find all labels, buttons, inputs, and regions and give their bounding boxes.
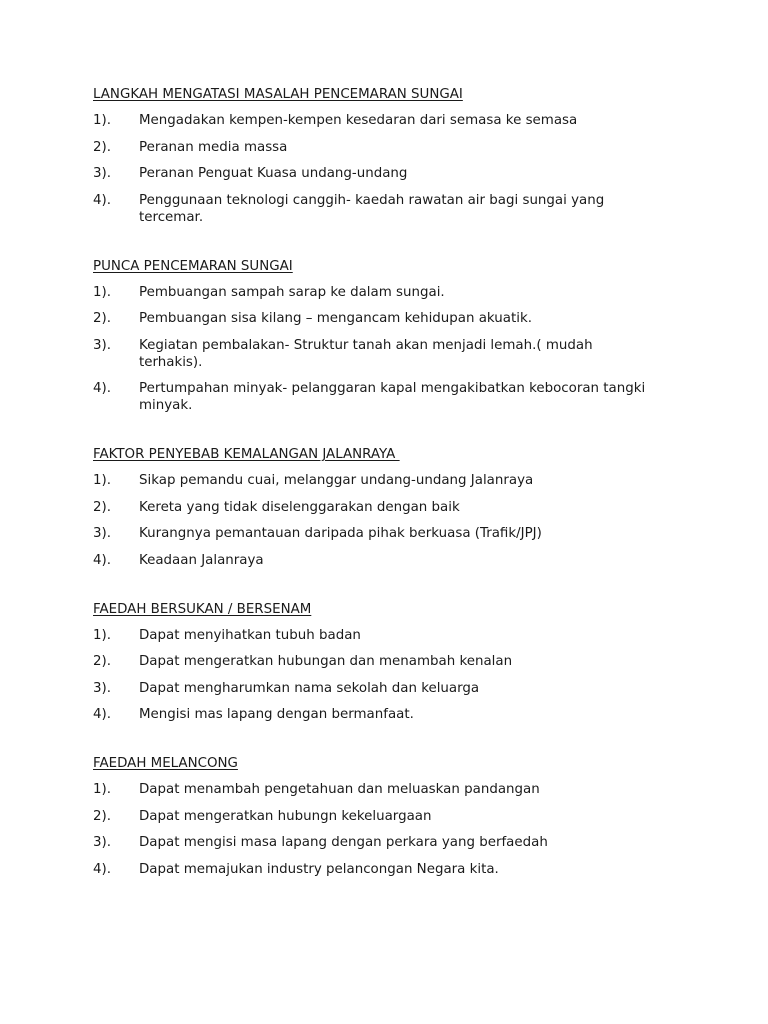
list-item	[93, 861, 653, 878]
list-item	[93, 165, 653, 182]
item-text: Pembuangan sisa kilang – mengancam kehidupan akuatik.	[139, 311, 532, 326]
section-faedah-melancong	[93, 755, 653, 878]
list-item	[93, 337, 653, 371]
list-item	[93, 781, 653, 798]
item-number: 1).	[93, 627, 112, 643]
document-page	[93, 86, 653, 887]
item-text: Dapat mengharumkan nama sekolah dan keluarga	[139, 680, 480, 696]
item-text: Peranan Penguat Kuasa undang-undang	[139, 166, 408, 181]
list-item	[93, 653, 653, 670]
list-item	[93, 706, 653, 723]
item-text: Pembuangan sampah sarap ke dalam sungai.	[139, 284, 445, 300]
section-faedah-bersukan	[93, 601, 653, 724]
section-heading: PUNCA PENCEMARAN SUNGAI	[93, 258, 293, 274]
list-item	[93, 192, 653, 226]
item-text: Kegiatan pembalakan- Struktur tanah akan menjadi lemah.( mudah terhakis).	[139, 337, 593, 370]
section-langkah-mengatasi	[93, 86, 653, 226]
item-number: 4).	[93, 861, 112, 877]
item-number: 4).	[93, 552, 112, 568]
item-text: Mengadakan kempen-kempen kesedaran dari semasa ke semasa	[139, 113, 578, 128]
item-number: 4).	[93, 192, 112, 208]
item-text: Dapat menyihatkan tubuh badan	[139, 627, 361, 643]
list-item	[93, 380, 653, 414]
item-text: Kurangnya pemantauan daripada pihak berkuasa (Trafik/JPJ)	[139, 526, 542, 541]
list-item	[93, 284, 653, 301]
item-number: 1).	[93, 284, 112, 300]
item-text: Penggunaan teknologi canggih- kaedah rawatan air bagi sungai yang tercemar.	[139, 192, 605, 225]
list-item	[93, 139, 653, 156]
section-heading: FAEDAH MELANCONG	[93, 756, 238, 771]
section-punca-pencemaran	[93, 258, 653, 415]
list-item	[93, 499, 653, 516]
item-text: Dapat mengeratkan hubungn kekeluargaan	[139, 808, 432, 824]
item-number: 1).	[93, 113, 112, 128]
list-item	[93, 834, 653, 851]
item-number: 1).	[93, 473, 112, 488]
item-text: Kereta yang tidak diselenggarakan dengan baik	[139, 499, 460, 515]
list-item	[93, 680, 653, 697]
item-number: 2).	[93, 654, 112, 669]
item-number: 3).	[93, 526, 112, 541]
item-text: Peranan media massa	[139, 139, 288, 155]
item-number: 2).	[93, 139, 112, 155]
item-text: Dapat mengeratkan hubungan dan menambah kenalan	[139, 654, 513, 669]
item-number: 3).	[93, 680, 112, 696]
item-number: 4).	[93, 381, 112, 396]
list-item	[93, 525, 653, 542]
list-item	[93, 310, 653, 327]
item-text: Sikap pemandu cuai, melanggar undang-undang Jalanraya	[139, 473, 534, 488]
section-faktor-kemalangan	[93, 446, 653, 569]
item-number: 1).	[93, 782, 112, 797]
list-item	[93, 472, 653, 489]
item-text: Dapat memajukan industry pelancongan Negara kita.	[139, 861, 499, 877]
list-item	[93, 552, 653, 569]
item-number: 2).	[93, 311, 112, 326]
list-item	[93, 808, 653, 825]
item-text: Dapat menambah pengetahuan dan meluaskan pandangan	[139, 782, 540, 797]
item-number: 3).	[93, 166, 112, 181]
item-number: 2).	[93, 499, 112, 515]
list-item	[93, 627, 653, 644]
section-heading: FAEDAH BERSUKAN / BERSENAM	[93, 601, 312, 617]
item-number: 3).	[93, 835, 112, 850]
item-text: Keadaan Jalanraya	[139, 552, 264, 568]
item-text: Mengisi mas lapang dengan bermanfaat.	[139, 707, 414, 722]
list-item	[93, 112, 653, 129]
item-number: 3).	[93, 337, 112, 353]
section-heading: LANGKAH MENGATASI MASALAH PENCEMARAN SUNGAI	[93, 87, 463, 102]
item-number: 4).	[93, 707, 112, 722]
item-number: 2).	[93, 808, 112, 824]
section-heading: FAKTOR PENYEBAB KEMALANGAN JALANRAYA	[93, 447, 400, 462]
item-text: Pertumpahan minyak- pelanggaran kapal mengakibatkan kebocoran tangki minyak.	[139, 381, 646, 413]
item-text: Dapat mengisi masa lapang dengan perkara yang berfaedah	[139, 835, 548, 850]
